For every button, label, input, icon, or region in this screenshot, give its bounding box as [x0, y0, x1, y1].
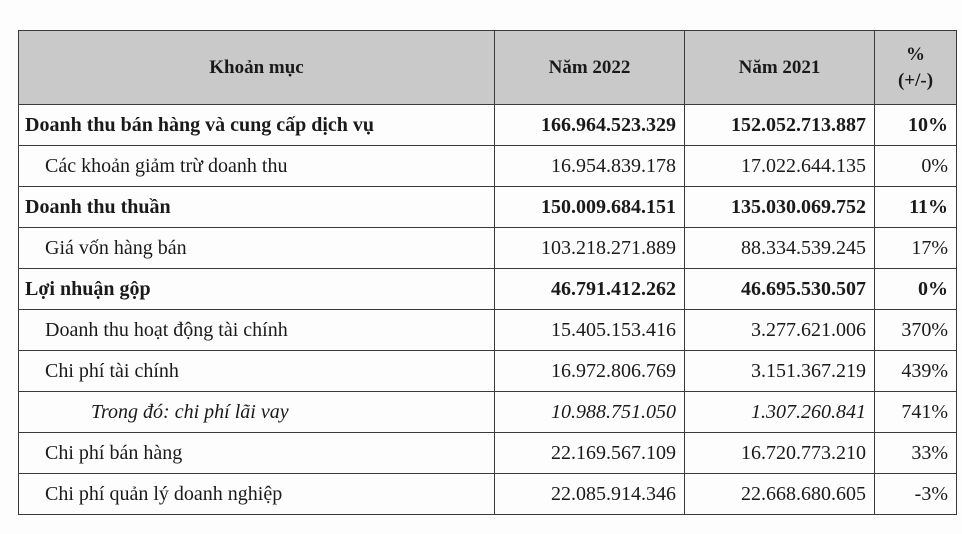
table-row [19, 146, 957, 187]
row-label: Doanh thu bán hàng và cung cấp dịch vụ [19, 105, 495, 146]
value-percent: 0% [875, 146, 957, 187]
value-2022: 15.405.153.416 [495, 310, 685, 351]
row-label: Doanh thu thuần [19, 187, 495, 228]
value-2022: 103.218.271.889 [495, 228, 685, 269]
row-label: Giá vốn hàng bán [19, 228, 495, 269]
header-item: Khoản mục [19, 31, 495, 105]
row-label: Các khoản giảm trừ doanh thu [19, 146, 495, 187]
row-label: Chi phí tài chính [19, 351, 495, 392]
value-percent: 0% [875, 269, 957, 310]
value-2022: 22.085.914.346 [495, 474, 685, 515]
table-header [19, 31, 957, 105]
value-2021: 17.022.644.135 [685, 146, 875, 187]
value-percent: 11% [875, 187, 957, 228]
value-2021: 3.277.621.006 [685, 310, 875, 351]
row-label: Chi phí quản lý doanh nghiệp [19, 474, 495, 515]
row-label: Lợi nhuận gộp [19, 269, 495, 310]
header-year-2021: Năm 2021 [685, 31, 875, 105]
value-percent: 439% [875, 351, 957, 392]
value-2022: 16.954.839.178 [495, 146, 685, 187]
table-row [19, 105, 957, 146]
value-percent: -3% [875, 474, 957, 515]
value-2021: 16.720.773.210 [685, 433, 875, 474]
row-label: Doanh thu hoạt động tài chính [19, 310, 495, 351]
value-2021: 46.695.530.507 [685, 269, 875, 310]
value-2022: 46.791.412.262 [495, 269, 685, 310]
value-percent: 33% [875, 433, 957, 474]
table-row [19, 351, 957, 392]
table-row [19, 310, 957, 351]
value-percent: 10% [875, 105, 957, 146]
header-year-2022: Năm 2022 [495, 31, 685, 105]
value-percent: 17% [875, 228, 957, 269]
header-percent-symbol: % [906, 43, 925, 65]
table-row [19, 392, 957, 433]
header-percent-sign: (+/-) [897, 69, 934, 91]
row-label: Trong đó: chi phí lãi vay [19, 392, 495, 433]
header-percent-change [875, 31, 957, 105]
value-percent: 370% [875, 310, 957, 351]
table-body [19, 105, 957, 515]
row-label: Chi phí bán hàng [19, 433, 495, 474]
table-row [19, 474, 957, 515]
value-2022: 166.964.523.329 [495, 105, 685, 146]
income-statement-table [18, 30, 957, 515]
value-2021: 1.307.260.841 [685, 392, 875, 433]
value-2022: 16.972.806.769 [495, 351, 685, 392]
value-2021: 3.151.367.219 [685, 351, 875, 392]
value-2021: 22.668.680.605 [685, 474, 875, 515]
value-2022: 10.988.751.050 [495, 392, 685, 433]
header-row [19, 31, 957, 105]
value-2021: 152.052.713.887 [685, 105, 875, 146]
table-row [19, 269, 957, 310]
value-2021: 135.030.069.752 [685, 187, 875, 228]
table-row [19, 187, 957, 228]
value-percent: 741% [875, 392, 957, 433]
value-2022: 22.169.567.109 [495, 433, 685, 474]
table-row [19, 228, 957, 269]
value-2022: 150.009.684.151 [495, 187, 685, 228]
value-2021: 88.334.539.245 [685, 228, 875, 269]
table-row [19, 433, 957, 474]
